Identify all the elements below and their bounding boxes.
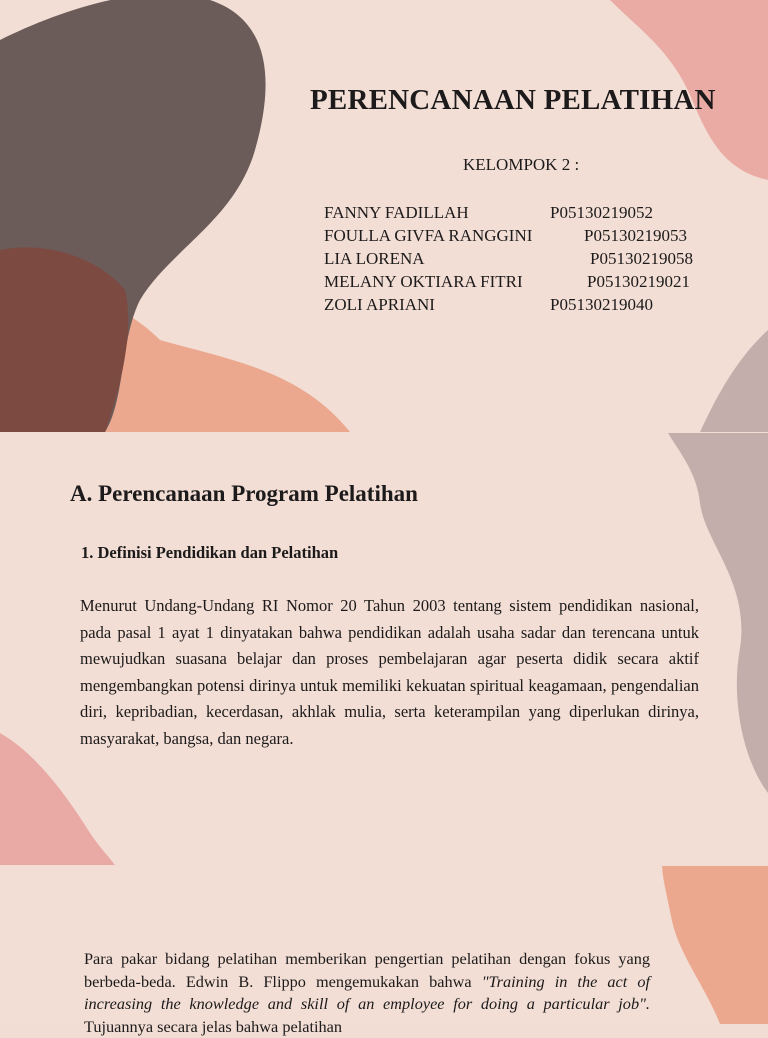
member-id: P05130219058 — [590, 249, 693, 268]
slide-title — [0, 0, 768, 432]
section-heading: A. Perencanaan Program Pelatihan — [70, 481, 418, 506]
slide-content-2 — [0, 866, 768, 1036]
pink-blob-bottom-left — [0, 733, 115, 865]
intro-text: Para pakar bidang pelatihan memberikan pengertian pelatihan dengan fokus yang berbeda-beda. Edwin B. Flippo mengemukakan bahwa — [84, 949, 650, 991]
slide-content-1 — [0, 433, 768, 865]
member-name: LIA LORENA — [324, 249, 425, 268]
peach-blob-right — [662, 866, 768, 1024]
training-quote: "Training in the act of increasing the knowledge and skill of an employee for doing a particular job". — [84, 971, 650, 1013]
brown-blob — [0, 247, 128, 432]
member-id: P05130219021 — [587, 272, 690, 291]
group-label: KELOMPOK 2 : — [463, 155, 580, 174]
continuation-text: Tujuannya secara jelas bahwa pelatihan — [84, 1016, 342, 1036]
page-title: PERENCANAAN PELATIHAN — [310, 84, 716, 116]
member-name: FANNY FADILLAH — [324, 203, 469, 222]
member-name: ZOLI APRIANI — [324, 295, 435, 314]
body-paragraph: Menurut Undang-Undang RI Nomor 20 Tahun 2003 tentang sistem pendidikan nasional, pada pasal 1 ayat 1 dinyatakan bahwa pendidikan adalah usaha sadar dan terencana untuk mewujudkan suasana belajar dan proses pembelajaran agar peserta didik secara aktif mengembangkan potensi dirinya untuk memiliki kekuatan spiritual keagamaan, pengendalian diri, kepribadian, kecerdasan, akhlak mulia, serta keterampilan yang diperlukan dirinya, masyarakat, bangsa, dan negara. — [80, 596, 699, 748]
mauve-blob-right — [700, 330, 768, 432]
body-paragraph — [84, 948, 650, 1038]
member-id: P05130219040 — [550, 295, 653, 314]
member-id: P05130219052 — [550, 203, 653, 222]
member-id: P05130219053 — [584, 226, 687, 245]
member-name: MELANY OKTIARA FITRI — [324, 272, 523, 291]
member-name: FOULLA GIVFA RANGGINI — [324, 226, 533, 245]
subsection-heading: 1. Definisi Pendidikan dan Pelatihan — [81, 543, 339, 562]
